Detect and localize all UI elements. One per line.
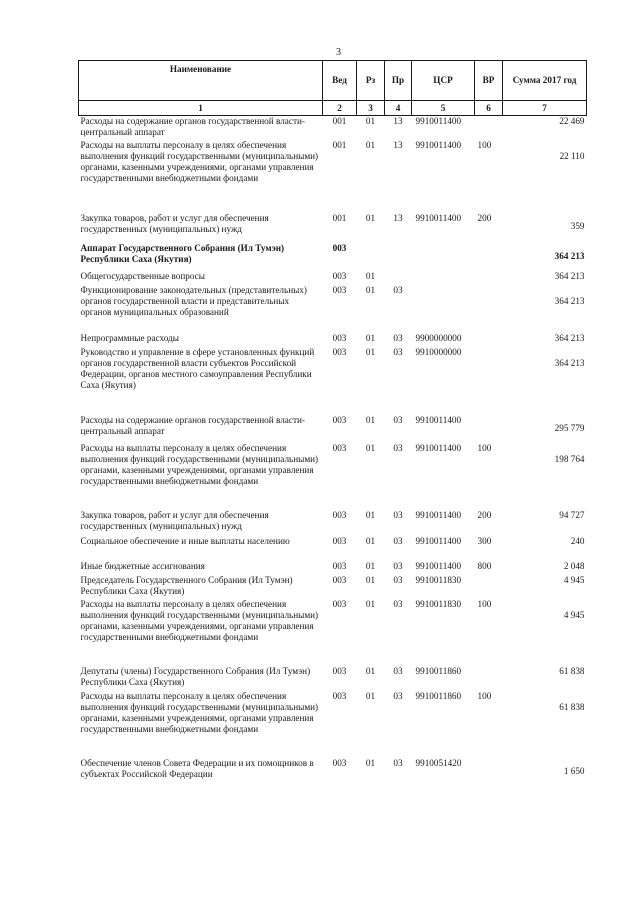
cell-rz: 01	[365, 560, 376, 571]
column-number: 1	[79, 101, 323, 116]
cell-vr: 100	[477, 598, 492, 609]
column-number: 7	[503, 101, 587, 116]
cell-ved: 001	[332, 116, 347, 126]
cell-ved: 003	[332, 509, 347, 520]
cell-pr: 03	[393, 665, 403, 676]
table-row	[79, 285, 587, 333]
cell-vr	[475, 415, 503, 443]
cell-vr: 100	[477, 690, 492, 701]
cell-sum: 1 650	[563, 765, 585, 776]
cell-name: Социальное обеспечение и иные выплаты населению	[80, 535, 290, 546]
cell-name: Руководство и управление в сфере установленных функций органов государственной власти субъектов Российской Федерации, органов местного самоуправления Республики Саха (Якутия)	[80, 346, 315, 390]
cell-pr: 03	[393, 346, 403, 357]
cell-pr: 03	[393, 560, 403, 571]
cell-csr: 9910011400	[415, 535, 462, 546]
cell-vr	[475, 271, 503, 285]
header-rz: Рз	[357, 61, 385, 101]
table-row	[79, 116, 587, 140]
cell-rz: 01	[365, 665, 376, 676]
header-name: Наименование	[79, 61, 323, 101]
cell-vr: 100	[477, 139, 492, 150]
cell-pr: 03	[393, 535, 403, 546]
cell-sum: 364 213	[554, 270, 585, 281]
cell-sum: 4 945	[563, 574, 585, 585]
table-row	[79, 243, 587, 271]
cell-csr: 9910011860	[415, 665, 462, 676]
cell-name: Расходы на содержание органов государственной власти- центральный аппарат	[80, 414, 305, 436]
cell-rz: 01	[365, 598, 376, 609]
cell-name: Аппарат Государственного Собрания (Ил Тумэн) Республики Саха (Якутия)	[80, 242, 285, 264]
cell-csr: 9910011830	[415, 574, 462, 585]
column-number-row	[79, 101, 587, 116]
cell-pr	[385, 243, 412, 271]
cell-csr: 9910011400	[415, 116, 462, 126]
cell-pr: 03	[393, 284, 403, 295]
table-row	[79, 140, 587, 213]
cell-vr	[475, 243, 503, 271]
cell-ved: 003	[332, 598, 347, 609]
cell-sum: 295 779	[554, 422, 585, 433]
cell-ved: 003	[332, 560, 347, 571]
cell-vr	[475, 758, 503, 788]
cell-vr: 800	[477, 560, 492, 571]
cell-name: Общегосударственные вопросы	[80, 270, 205, 281]
cell-name: Обеспечение членов Совета Федерации и их помощников в субъектах Российской Федерации	[80, 757, 314, 779]
cell-pr	[385, 271, 412, 285]
cell-csr: 9910011400	[415, 560, 462, 571]
cell-vr: 100	[477, 442, 492, 453]
budget-table	[78, 60, 587, 788]
cell-csr: 9910011830	[415, 598, 462, 609]
cell-ved: 003	[332, 442, 347, 453]
header-sum: Сумма 2017 год	[503, 61, 587, 101]
cell-sum: 364 213	[554, 295, 585, 306]
cell-vr	[475, 333, 503, 347]
column-number: 4	[385, 101, 412, 116]
cell-rz: 01	[365, 690, 376, 701]
cell-name: Иные бюджетные ассигнования	[80, 560, 205, 571]
cell-ved: 003	[332, 535, 347, 546]
cell-rz: 01	[365, 284, 376, 295]
cell-ved: 003	[332, 346, 347, 357]
table-row	[79, 510, 587, 536]
cell-csr: 9910011400	[415, 212, 462, 223]
cell-ved: 003	[332, 242, 347, 253]
cell-ved: 001	[332, 212, 347, 223]
cell-sum: 364 213	[554, 357, 585, 368]
cell-sum: 4 945	[563, 609, 585, 620]
header-csr: ЦСР	[412, 61, 475, 101]
cell-ved: 003	[332, 270, 347, 281]
cell-ved: 003	[332, 690, 347, 701]
cell-name: Расходы на выплаты персоналу в целях обеспечения выполнения функций государственными (муниципальными) органами, казенными учреждениями, органами управления государственными внебюджетными фондами	[80, 139, 319, 183]
table-row	[79, 333, 587, 347]
cell-vr: 200	[477, 212, 492, 223]
cell-pr: 03	[393, 442, 403, 453]
cell-csr: 9910051420	[415, 757, 462, 768]
cell-sum: 359	[570, 220, 585, 231]
table-body	[79, 116, 587, 788]
table-row	[79, 758, 587, 788]
cell-vr: 200	[477, 509, 492, 520]
cell-rz: 01	[365, 270, 376, 281]
cell-name: Функционирование законодательных (представительных) органов государственной власти и представительных органов муниципальных образований	[80, 284, 307, 317]
cell-pr: 03	[393, 414, 403, 425]
cell-rz: 01	[365, 757, 376, 768]
cell-pr: 03	[393, 690, 403, 701]
cell-name: Закупка товаров, работ и услуг для обеспечения государственных (муниципальных) нужд	[80, 212, 269, 234]
cell-ved: 003	[332, 414, 347, 425]
cell-sum: 94 727	[559, 509, 585, 520]
cell-sum: 61 838	[559, 701, 585, 712]
column-number: 6	[475, 101, 503, 116]
cell-sum: 364 213	[554, 332, 585, 343]
cell-pr: 13	[393, 139, 403, 150]
cell-csr: 9910011400	[415, 139, 462, 150]
page-number: 3	[336, 47, 341, 58]
header-vr: ВР	[475, 61, 503, 101]
cell-rz: 01	[365, 414, 376, 425]
cell-csr: 9900000000	[415, 332, 462, 343]
cell-csr: 9910000000	[415, 346, 462, 357]
cell-name: Непрограммные расходы	[80, 332, 179, 343]
table-row	[79, 536, 587, 561]
cell-ved: 001	[332, 139, 347, 150]
cell-name: Расходы на выплаты персоналу в целях обеспечения выполнения функций государственными (муниципальными) органами, казенными учреждениями, органами управления государственными внебюджетными фондами	[80, 690, 319, 734]
header-row	[79, 61, 587, 101]
cell-pr: 03	[393, 574, 403, 585]
cell-rz: 01	[365, 212, 376, 223]
cell-rz: 01	[365, 574, 376, 585]
cell-csr	[412, 285, 475, 333]
cell-ved: 003	[332, 757, 347, 768]
table-row	[79, 561, 587, 575]
cell-pr: 03	[393, 509, 403, 520]
cell-vr	[475, 347, 503, 415]
cell-csr	[412, 271, 475, 285]
cell-rz	[357, 243, 385, 271]
table-row	[79, 213, 587, 243]
cell-ved: 003	[332, 332, 347, 343]
cell-sum: 240	[570, 535, 585, 546]
cell-csr: 9910011400	[415, 509, 462, 520]
cell-name: Председатель Государственного Собрания (Ил Тумэн) Республики Саха (Якутия)	[80, 574, 293, 596]
table-row	[79, 347, 587, 415]
cell-rz: 01	[365, 535, 376, 546]
cell-csr: 9910011400	[415, 414, 462, 425]
cell-pr: 03	[393, 332, 403, 343]
cell-sum: 198 764	[554, 453, 585, 464]
cell-pr: 03	[393, 757, 403, 768]
cell-rz: 01	[365, 509, 376, 520]
cell-pr: 13	[393, 116, 403, 126]
cell-name: Закупка товаров, работ и услуг для обеспечения государственных (муниципальных) нужд	[80, 509, 269, 531]
column-number: 5	[412, 101, 475, 116]
table-row	[79, 691, 587, 758]
table-row	[79, 443, 587, 510]
table-row	[79, 271, 587, 285]
table-row	[79, 666, 587, 691]
cell-sum: 22 110	[559, 150, 585, 161]
cell-sum: 364 213	[554, 250, 585, 261]
cell-csr: 9910011400	[415, 442, 462, 453]
cell-rz: 01	[365, 332, 376, 343]
cell-vr	[475, 285, 503, 333]
cell-csr: 9910011860	[415, 690, 462, 701]
cell-name: Расходы на выплаты персоналу в целях обеспечения выполнения функций государственными (муниципальными) органами, казенными учреждениями, органами управления государственными внебюджетными фондами	[80, 442, 319, 486]
column-number: 2	[323, 101, 357, 116]
cell-pr: 03	[393, 598, 403, 609]
table-row	[79, 575, 587, 599]
cell-rz: 01	[365, 116, 376, 126]
cell-csr	[412, 243, 475, 271]
cell-rz: 01	[365, 139, 376, 150]
table-row	[79, 415, 587, 443]
column-number: 3	[357, 101, 385, 116]
cell-name: Расходы на выплаты персоналу в целях обеспечения выполнения функций государственными (муниципальными) органами, казенными учреждениями, органами управления государственными внебюджетными фондами	[80, 598, 319, 642]
cell-rz: 01	[365, 442, 376, 453]
cell-vr	[475, 575, 503, 599]
cell-rz: 01	[365, 346, 376, 357]
cell-name: Расходы на содержание органов государственной власти- центральный аппарат	[80, 116, 305, 137]
cell-vr	[475, 116, 503, 140]
header-pr: Пр	[385, 61, 412, 101]
cell-sum: 22 469	[559, 116, 585, 126]
cell-name: Депутаты (члены) Государственного Собрания (Ил Тумэн) Республики Саха (Якутия)	[80, 665, 311, 687]
cell-ved: 003	[332, 665, 347, 676]
cell-ved: 003	[332, 284, 347, 295]
cell-pr: 13	[393, 212, 403, 223]
cell-vr: 300	[477, 535, 492, 546]
cell-ved: 003	[332, 574, 347, 585]
header-ved: Вед	[323, 61, 357, 101]
table-row	[79, 599, 587, 666]
cell-vr	[475, 666, 503, 691]
cell-sum: 2 048	[563, 560, 585, 571]
cell-sum: 61 838	[559, 665, 585, 676]
